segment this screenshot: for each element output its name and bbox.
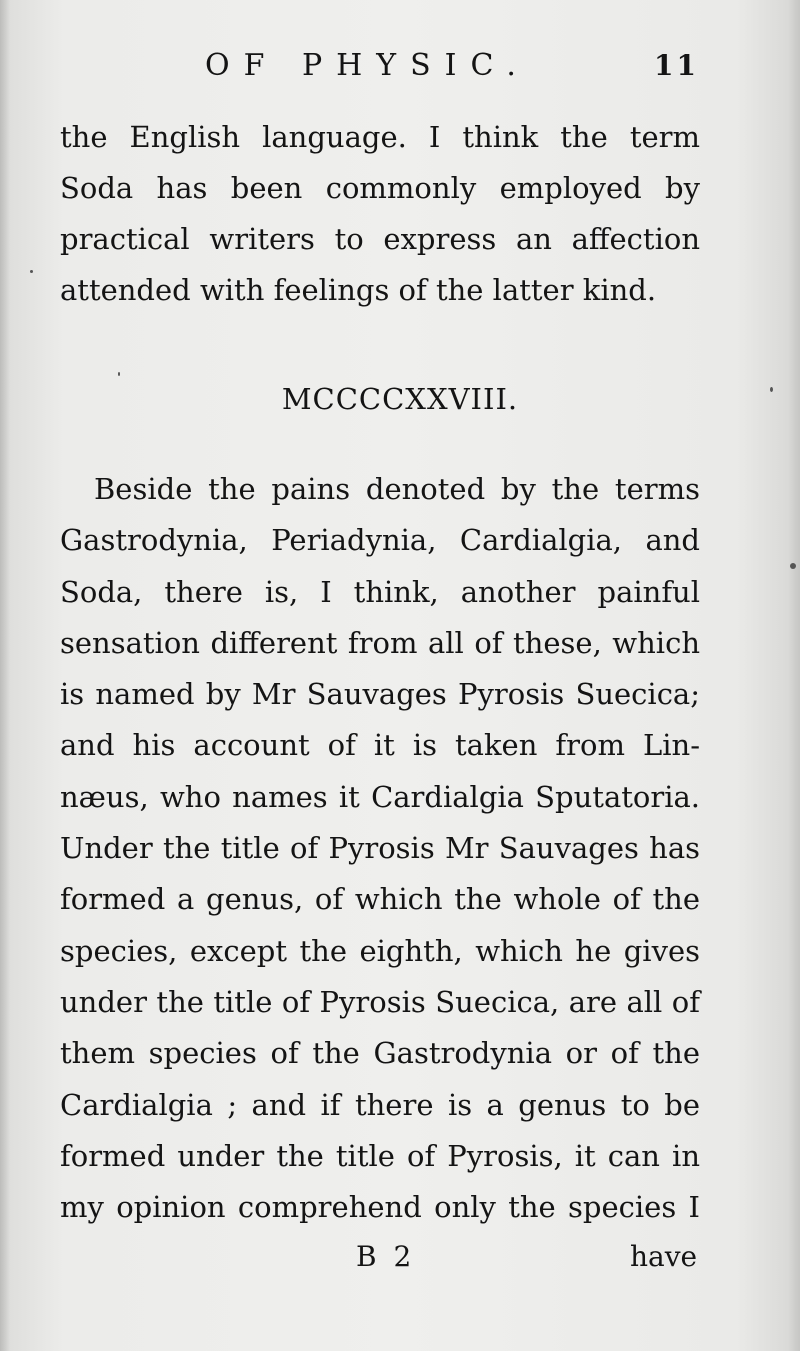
- gutter-shadow: [0, 0, 10, 1351]
- text-line: sensation different from all of these, which: [60, 625, 700, 660]
- paragraph-continued: [60, 112, 700, 316]
- text-line: Under the title of Pyrosis Mr Sauvages has: [60, 831, 700, 866]
- text-line: them species of the Gastrodynia or of the: [60, 1036, 700, 1071]
- text-line: my opinion comprehend only the species I: [60, 1190, 700, 1225]
- signature-mark: B 2: [356, 1240, 416, 1273]
- text-line: and his account of it is taken from Lin-: [60, 728, 700, 763]
- ink-speck: [790, 563, 796, 569]
- text-line: under the title of Pyrosis Suecica, are all of: [60, 984, 700, 1019]
- text-line: Soda, there is, I think, another painful: [60, 574, 700, 609]
- text-line: species, except the eighth, which he gives: [60, 933, 700, 968]
- catchword: have: [630, 1240, 698, 1273]
- text-line: formed under the title of Pyrosis, it can in: [60, 1138, 700, 1173]
- text-line: Beside the pains denoted by the terms: [94, 472, 700, 506]
- page-footer: [0, 1232, 800, 1282]
- text-line: Gastrodynia, Periadynia, Cardialgia, and: [60, 523, 700, 558]
- text-line: Cardialgia ; and if there is a genus to be: [60, 1087, 700, 1122]
- paragraph-main: [60, 464, 700, 1233]
- page-edge-shadow: [788, 0, 800, 1351]
- running-title: OF PHYSIC.: [205, 48, 530, 83]
- text-line: Soda has been commonly employed by: [60, 171, 700, 205]
- text-line: is named by Mr Sauvages Pyrosis Suecica;: [60, 677, 700, 712]
- text-line: practical writers to express an affection: [60, 222, 700, 256]
- page-number: 11: [654, 49, 699, 82]
- text-line: næus, who names it Cardialgia Sputatoria.: [60, 779, 700, 814]
- text-line: formed a genus, of which the whole of the: [60, 882, 700, 917]
- ink-speck: [118, 372, 120, 376]
- text-line: the English language. I think the term: [60, 120, 700, 154]
- ink-speck: [30, 270, 33, 273]
- ink-speck: [770, 387, 773, 392]
- running-head: [0, 44, 800, 94]
- text-line: attended with feelings of the latter kind.: [60, 273, 657, 307]
- section-number-heading: MCCCCXXVIII.: [281, 382, 519, 416]
